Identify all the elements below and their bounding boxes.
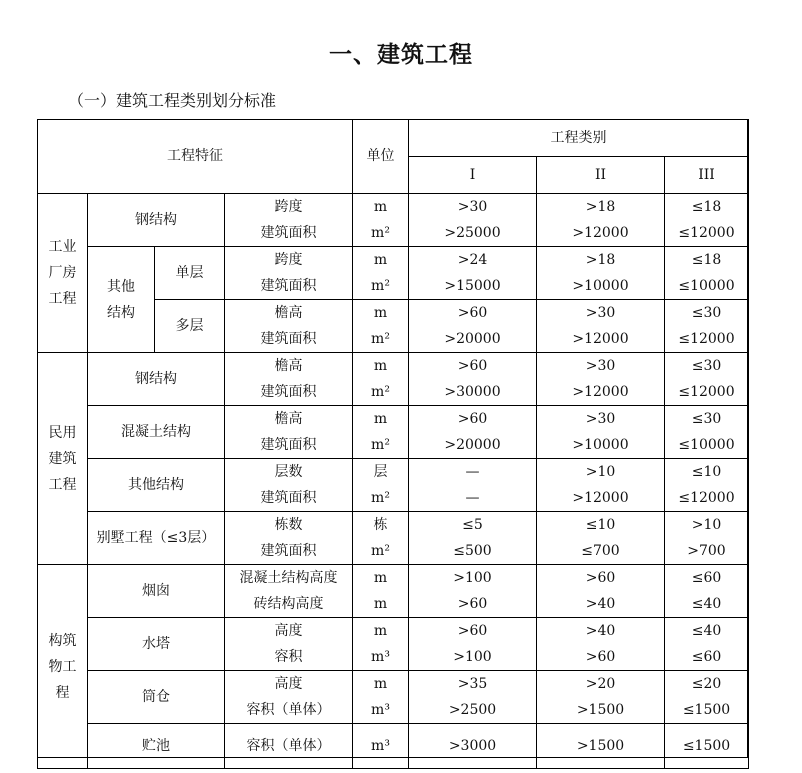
table-row: 贮池 容积（单体） m³ >3000 >1500 ≤1500 xyxy=(38,724,749,769)
header-feature: 工程特征 xyxy=(38,120,353,194)
table-row: 民用 建筑 工程 钢结构 檐高 建筑面积 m m² >60 >30000 >30 >12000 ≤30 ≤12000 xyxy=(38,353,749,406)
page-title: 一、建筑工程 xyxy=(329,42,473,68)
group-label-structure: 构筑 物工 程 xyxy=(38,565,88,769)
group-label-civil: 民用 建筑 工程 xyxy=(38,353,88,565)
subcategory-name: 水塔 xyxy=(88,618,225,671)
subcategory-name: 筒仓 xyxy=(88,671,225,724)
table-row: 混凝土结构 檐高 建筑面积 m m² >60 >20000 >30 >10000 ≤30 ≤10000 xyxy=(38,406,749,459)
subcategory-name: 混凝土结构 xyxy=(88,406,225,459)
subcategory-name: 其他 结构 xyxy=(88,247,155,353)
section-subtitle: （一）建筑工程类别划分标准 xyxy=(68,91,277,110)
subcategory-name: 钢结构 xyxy=(88,353,225,406)
header-class-3: III xyxy=(665,157,749,194)
table-outer-border xyxy=(37,119,748,758)
subcategory-name: 别墅工程（≤3层） xyxy=(88,512,225,565)
table-row: 构筑 物工 程 烟囱 混凝土结构高度 砖结构高度 m m >100 >60 >60 >40 ≤60 ≤40 xyxy=(38,565,749,618)
header-class-2: II xyxy=(537,157,665,194)
subcategory-name: 烟囱 xyxy=(88,565,225,618)
table-row: 其他 结构 单层 跨度 建筑面积 m m² >24 >15000 >18 >10000 ≤18 ≤10000 xyxy=(38,247,749,300)
header-category: 工程类别 xyxy=(409,120,749,157)
subcategory-name: 贮池 xyxy=(88,724,225,769)
subcategory-name: 其他结构 xyxy=(88,459,225,512)
group-label-industrial: 工业 厂房 工程 xyxy=(38,194,88,353)
table-row: 其他结构 层数 建筑面积 层 m² — — >10 >12000 ≤10 ≤12000 xyxy=(38,459,749,512)
header-class-1: I xyxy=(409,157,537,194)
table-row: 筒仓 高度 容积（单体） m m³ >35 >2500 >20 >1500 ≤20 ≤1500 xyxy=(38,671,749,724)
table-row: 别墅工程（≤3层） 栋数 建筑面积 栋 m² ≤5 ≤500 ≤10 ≤700 >10 >700 xyxy=(38,512,749,565)
table-row: 多层 檐高 建筑面积 m m² >60 >20000 >30 >12000 ≤30 ≤12000 xyxy=(38,300,749,353)
table-row: 工业 厂房 工程 钢结构 跨度 建筑面积 m m² >30 >25000 >18 >12000 ≤18 ≤12000 xyxy=(38,194,749,247)
subcategory-detail: 单层 xyxy=(155,247,225,300)
header-unit: 单位 xyxy=(353,120,409,194)
subcategory-name: 钢结构 xyxy=(88,194,225,247)
table-row: 水塔 高度 容积 m m³ >60 >100 >40 >60 ≤40 ≤60 xyxy=(38,618,749,671)
subcategory-detail: 多层 xyxy=(155,300,225,353)
